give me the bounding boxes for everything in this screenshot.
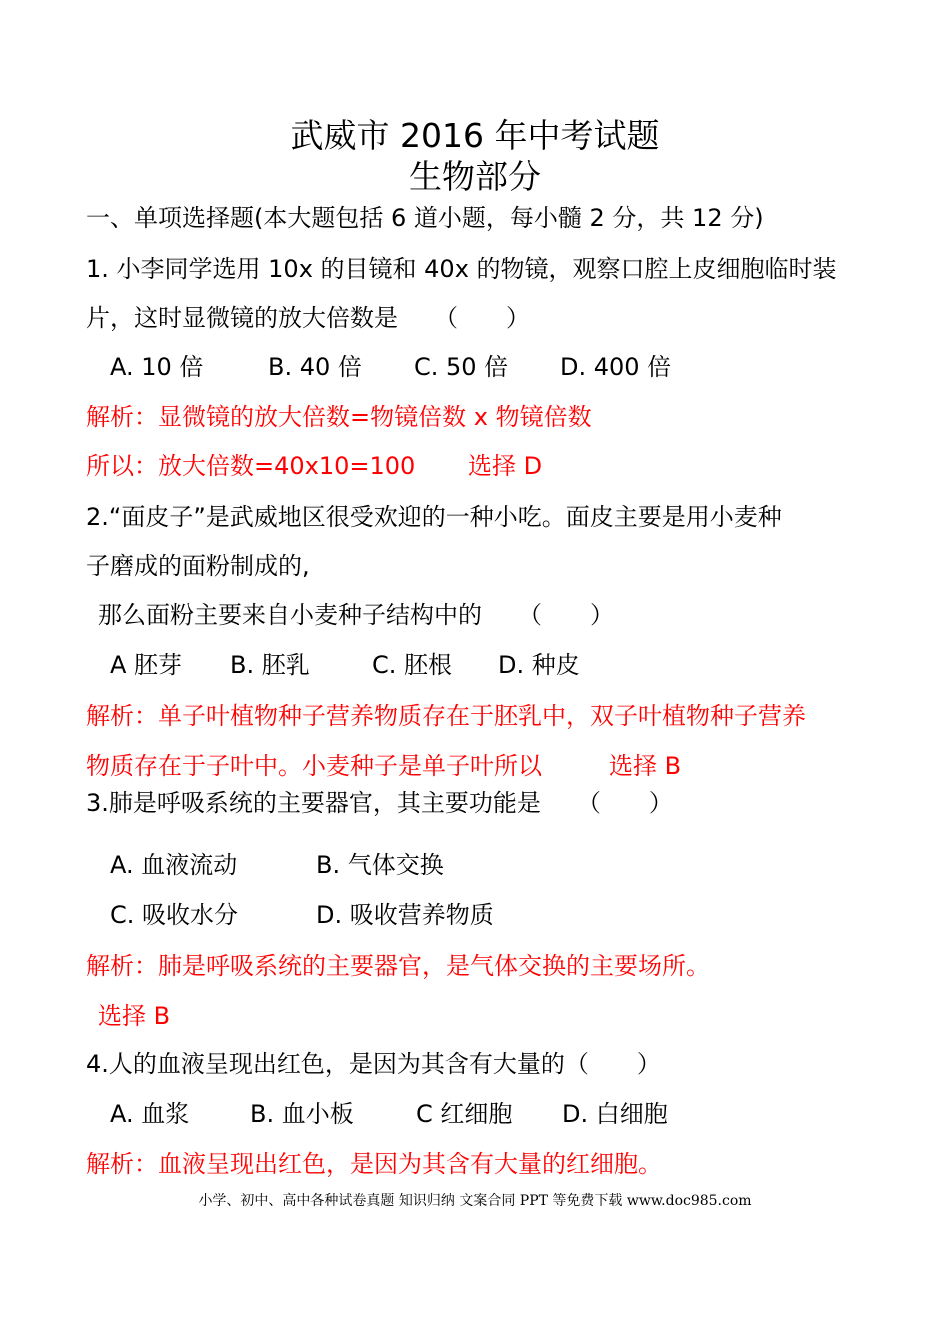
q4-option-a: A. 血浆 bbox=[110, 1100, 190, 1128]
q3-option-c: C. 吸收水分 bbox=[110, 901, 239, 929]
q2-answer: 选择 B bbox=[609, 752, 682, 780]
q2-option-a: A 胚芽 bbox=[110, 651, 183, 679]
q2-text-line1: 2.“面皮子”是武威地区很受欢迎的一种小吃。面皮主要是用小麦种 bbox=[86, 503, 782, 531]
q1-answer: 选择 D bbox=[468, 452, 543, 480]
q2-text-line3: 那么面粉主要来自小麦种子结构中的 （ ） bbox=[98, 601, 614, 629]
q3-analysis-line1: 解析：肺是呼吸系统的主要器官，是气体交换的主要场所。 bbox=[86, 952, 710, 980]
q2-analysis-line2: 物质存在于子叶中。小麦种子是单子叶所以 bbox=[86, 752, 542, 780]
q2-analysis-line1: 解析：单子叶植物种子营养物质存在于胚乳中，双子叶植物种子营养 bbox=[86, 702, 806, 730]
q1-text-line2: 片，这时显微镜的放大倍数是 （ ） bbox=[86, 304, 530, 332]
q2-option-c: C. 胚根 bbox=[372, 651, 453, 679]
q1-analysis-line2: 所以：放大倍数=40x10=100 bbox=[86, 452, 416, 480]
q3-option-a: A. 血液流动 bbox=[110, 851, 238, 879]
document-title: 武威市 2016 年中考试题 bbox=[290, 116, 660, 155]
q4-option-d: D. 白细胞 bbox=[562, 1100, 668, 1128]
section-heading: 一、单项选择题(本大题包括 6 道小题，每小髓 2 分，共 12 分) bbox=[86, 204, 764, 232]
q1-analysis-line1: 解析：显微镜的放大倍数=物镜倍数 x 物镜倍数 bbox=[86, 403, 592, 431]
q3-answer: 选择 B bbox=[98, 1002, 171, 1030]
q1-option-a: A. 10 倍 bbox=[110, 353, 204, 381]
q1-option-d: D. 400 倍 bbox=[560, 353, 672, 381]
q4-option-c: C 红细胞 bbox=[416, 1100, 513, 1128]
q1-option-b: B. 40 倍 bbox=[268, 353, 362, 381]
q2-option-b: B. 胚乳 bbox=[230, 651, 310, 679]
q4-analysis-line1: 解析：血液呈现出红色，是因为其含有大量的红细胞。 bbox=[86, 1150, 662, 1178]
q3-text-line1: 3.肺是呼吸系统的主要器官，其主要功能是 （ ） bbox=[86, 789, 673, 817]
footer-watermark: 小学、初中、高中各种试卷真题 知识归纳 文案合同 PPT 等免费下载 www.doc985.com bbox=[198, 1193, 752, 1209]
q1-text-line1: 1. 小李同学选用 10x 的目镜和 40x 的物镜，观察口腔上皮细胞临时装 bbox=[86, 255, 837, 283]
q3-option-d: D. 吸收营养物质 bbox=[316, 901, 494, 929]
q4-option-b: B. 血小板 bbox=[250, 1100, 354, 1128]
q2-text-line2: 子磨成的面粉制成的, bbox=[86, 552, 310, 580]
q3-option-b: B. 气体交换 bbox=[316, 851, 444, 879]
q2-option-d: D. 种皮 bbox=[498, 651, 580, 679]
q1-option-c: C. 50 倍 bbox=[414, 353, 509, 381]
document-subtitle: 生物部分 bbox=[409, 157, 541, 196]
q4-text-line1: 4.人的血液呈现出红色，是因为其含有大量的（ ） bbox=[86, 1050, 661, 1078]
